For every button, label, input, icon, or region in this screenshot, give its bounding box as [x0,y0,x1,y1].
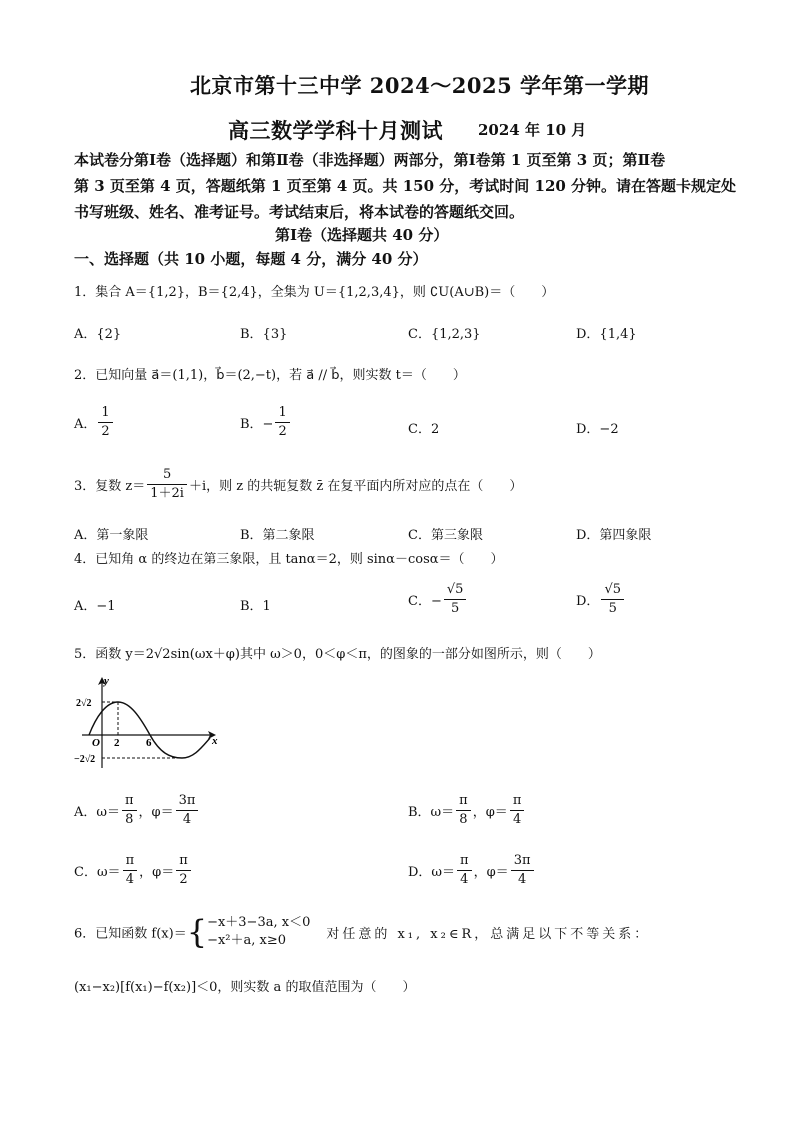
q2-option-d: D．−2 [576,422,619,437]
q2-b-den: 2 [278,424,287,439]
q6-case-2: −x²＋a, x≥0 [207,933,287,948]
instructions-line3: 书写班级、姓名、准考证号。考试结束后，将本试卷的答题纸交回。 [74,203,525,221]
q2-b-num: 1 [275,404,289,423]
q5-c-p-num: π [176,852,191,871]
part-title: 一、选择题（共 10 小题，每题 4 分，满分 40 分） [74,250,428,268]
q4-option-a: A．−1 [74,599,116,614]
q5-c-w-num: π [123,852,138,871]
q4-d-den: 5 [608,601,617,616]
q4-c-num: √5 [444,581,467,600]
q5-b-w-den: 8 [459,812,468,827]
q5-d-w-den: 4 [460,872,469,887]
q5-b-sep: ，φ＝ [472,805,508,820]
q5-a-p-den: 4 [182,812,192,827]
question-2-stem: 2．已知向量 a⃗＝(1,1)，b⃗＝(2,−t)，若 a⃗ // b⃗，则实数 t＝（ ） [74,368,466,383]
q4-option-c [408,581,468,618]
q2-a-label: A． [74,417,97,432]
q1-option-c: C．{1,2,3} [408,327,481,342]
ymax-label: 2√2 [76,698,92,709]
q5-a-w-den: 8 [125,812,134,827]
instructions-line2: 第 3 页至第 4 页，答题纸第 1 页至第 4 页。共 150 分，考试时间 120 分钟。请在答题卡规定处 [74,177,737,195]
q4-c-label: C．− [408,594,442,609]
y-axis-label: y [104,675,109,687]
q3-option-c: C．第三象限 [408,528,483,543]
ymin-label: −2√2 [74,754,96,765]
instructions-line1: 本试卷分第Ⅰ卷（选择题）和第Ⅱ卷（非选择题）两部分，第Ⅰ卷第 1 页至第 3 页；第Ⅱ卷 [74,151,666,169]
q4-d-num: √5 [601,581,624,600]
q5-b-p-den: 4 [512,812,522,827]
q5-b-p-num: π [510,792,525,811]
sine-curve [89,702,210,758]
q6-stem-mid: 对任意的 x₁, x₂∈R，总满足以下不等关系： [326,926,651,942]
q3-option-b: B．第二象限 [240,528,315,543]
q1-option-d: D．{1,4} [576,327,637,342]
q5-d-p-den: 4 [517,872,527,887]
q3-stem-pre: 3．复数 z＝ [74,479,146,494]
origin-label: O [92,737,100,749]
q5-c-p-den: 2 [179,872,188,887]
question-6-stem [74,914,650,950]
question-3-stem [74,466,522,503]
q5-option-b [408,792,526,829]
q4-d-label: D． [576,594,600,609]
q6-piecewise [207,914,310,950]
q5-d-label: D．ω＝ [408,865,456,880]
question-4-stem: 4．已知角 α 的终边在第三象限，且 tanα＝2，则 sinα－cosα＝（ ） [74,552,504,567]
question-1-stem: 1．集合 A＝{1,2}，B＝{2,4}，全集为 U＝{1,2,3,4}，则 ∁U(A∪B)＝（ ） [74,285,555,300]
q3-option-a: A．第一象限 [74,528,149,543]
q6-piecewise-brace: { [186,913,208,951]
q5-a-w-num: π [122,792,137,811]
q2-option-a [74,404,115,441]
tick-6-label: 6 [146,737,152,749]
q5-c-w-den: 4 [125,872,134,887]
q4-option-b: B．1 [240,599,271,614]
q5-d-p-num: 3π [511,852,534,871]
q2-a-den: 2 [101,424,110,439]
q5-a-sep: ，φ＝ [138,805,174,820]
q6-case-1: −x＋3−3a, x＜0 [207,915,311,930]
q2-option-b [240,404,292,441]
question-5-stem: 5．函数 y＝2√2sin(ωx＋φ)其中 ω＞0，0＜φ＜π，的图象的一部分如图所示，则（ ） [74,647,601,662]
q1-option-b: B．{3} [240,327,288,342]
q5-a-p-num: 3π [176,792,199,811]
q5-option-d [408,852,536,889]
q5-b-label: B．ω＝ [408,805,455,820]
q5-option-a [74,792,200,829]
q4-c-den: 5 [450,601,460,616]
q3-stem-post: ＋i，则 z 的共轭复数 z̄ 在复平面内所对应的点在（ ） [188,479,523,494]
question-6-line2: (x₁−x₂)[f(x₁)−f(x₂)]＜0，则实数 a 的取值范围为（ ） [74,980,416,995]
q1-option-a: A．{2} [74,327,122,342]
exam-title-line2: 高三数学学科十月测试 [228,118,443,143]
q3-frac-num: 5 [147,466,187,485]
q3-option-d: D．第四象限 [576,528,652,543]
q5-sine-graph [74,672,224,772]
q4-option-d [576,581,626,618]
q5-option-c [74,852,193,889]
q2-option-c: C．2 [408,422,440,437]
q5-d-sep: ，φ＝ [473,865,509,880]
q2-b-label: B．− [240,417,274,432]
q3-frac-den: 1＋2i [150,486,184,501]
q6-stem-pre: 6．已知函数 f(x)＝ [74,926,187,942]
q5-a-label: A．ω＝ [74,805,120,820]
q5-d-w-num: π [457,852,472,871]
q5-c-sep: ，φ＝ [139,865,175,880]
q5-b-w-num: π [456,792,471,811]
tick-2-label: 2 [114,737,120,749]
section-title: 第Ⅰ卷（选择题共 40 分） [275,226,449,244]
x-axis-label: x [212,735,218,747]
exam-title-line1: 北京市第十三中学 2024～2025 学年第一学期 [190,73,650,98]
q5-c-label: C．ω＝ [74,865,121,880]
exam-date: 2024 年 10 月 [478,121,587,139]
q2-a-num: 1 [98,404,112,423]
